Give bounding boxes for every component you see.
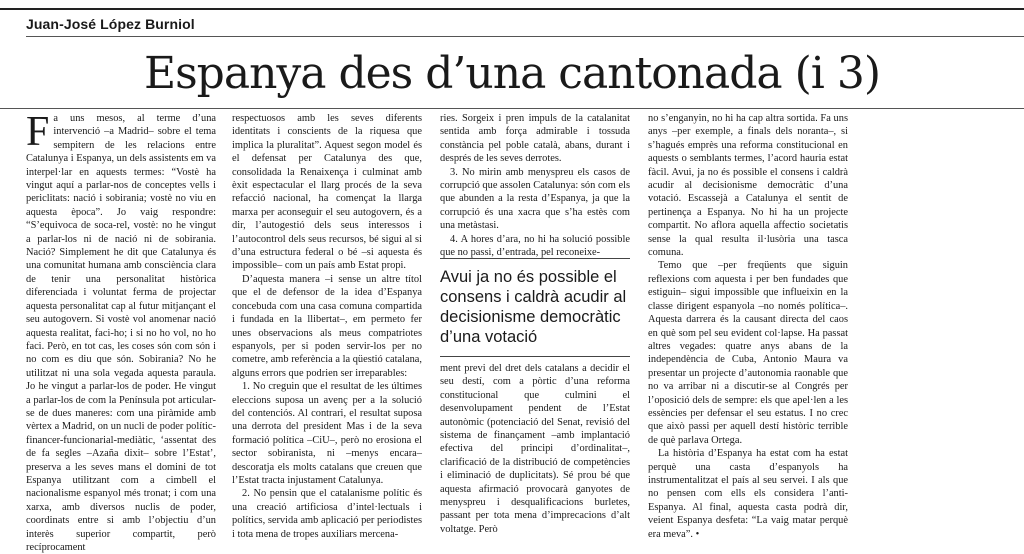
paragraph: La història d’Espanya ha estat com ha estat perquè una casta d’espanyols ha instrumentalitzat el país al seu servei. I als que no pensen com ells els considera l’anti-Espanya. Al final, aquesta casta podrà dir, veient Espanya desfeta: “La vaig matar perquè era meva”. •	[648, 448, 848, 540]
paragraph: Fa uns mesos, al terme d’una intervenció –a Madrid– sobre el tema sempitern de les relacions entre Catalunya i Espanya, un dels assistents em va interpel·lar en aquests termes: “Vostè ha vingut aquí a parlar-nos de conceptes vells i periclitats: nació i sobirania; vostè no viu en aquesta època”. Jo vaig respondre: “S’equivoca de soca-rel, vostè: no he vingut a parlar-los ni de nació ni de sobirania. Nació? Simplement he dit que Catalunya és una comunitat humana amb consciència clara de tenir una personalitat històrica diferenciada i voluntat ferma de projectar aquesta personalitat cap al futur mitjançant el seu autogovern. Si vostè vol anomenar nació aquesta realitat, faci-ho; i si no ho vol, no ho faci. Però, en tot cas, les coses són com són i no com es diu que són. Sobirania? No he utilitzat ni una sola vegada aquesta paraula. Jo he vingut a parlar-los de poder. He vingut a parlar-los de com la Península pot articular-se de dues maneres: com una piràmide amb vèrtex a Madrid, on un nucli de poder polític-financer-funcionarial-mediàtic, ‘assentat des de fa segles –Azaña dixit– sobre l’Estat’, preserva a les seves mans el domini de tot Espanya utilitzant com a cimbell el nacionalisme espanyol més tronat; i com una xarxa, amb diversos nuclis de poder, coordinats entre si amb l’objectiu d’un interès superior compartit, però recíprocament	[26, 109, 216, 553]
pull-quote-rule	[440, 356, 630, 357]
paragraph: ment previ del dret dels catalans a decidir el seu destí, com a pòrtic d’una reforma constitucional que culmini el desenvolupament pendent de l’Estat autonòmic (potenciació del Senat, revisió del sistema de finançament –amb implantació efectiva del principi d’ordinalitat–, clarificació de la distribució de competències i eliminació de duplicitats). Sé prou bé que aquesta afirmació provocarà ganyotes de menyspreu i desqualificacions burletes, passant per tota mena d’imprecacions d’alt voltatge. Però	[440, 363, 630, 535]
paragraph: 4. A hores d’ara, no hi ha solució possible que no passi, d’entrada, pel reconeixe-	[440, 233, 630, 259]
paragraph: no s’enganyin, no hi ha cap altra sortida. Fa uns anys –per exemple, a finals dels noranta–, si s’hagués emprès una reforma constitucional en aquests o semblants termes, l’acord hauria estat fàcil. Avui, ja no és possible el consens i caldrà acudir al decisionisme democràtic d’una votació. Escassejà a Catalunya el sentit de pertinença a Espanya. No hi ha un projecte compartit. No aflora aquella affectio societatis sense la qual resulta il·lusòria una tasca comuna.	[648, 113, 848, 259]
column-1	[26, 109, 216, 553]
paragraph: 3. No mirin amb menyspreu els casos de corrupció que assolen Catalunya: són com els que abunden a la resta d’Espanya, ja que la corrupció és una xacra que s’ha estès com una metàstasi.	[440, 166, 630, 232]
paragraph: ries. Sorgeix i pren impuls de la catalanitat sentida amb força admirable i tossuda constància pel poble català, abans, durant i després de les seves derrotes.	[440, 113, 630, 165]
pull-quote: Avui ja no és possible el consens i caldrà acudir al decisionisme democràtic d’una votació	[440, 258, 630, 347]
paragraph: respectuosos amb les seves diferents identitats i conscients de la riquesa que implica la pluralitat”. Aquest segon model és el defensat per Catalunya des que, consolidada la Renaixença i culminat amb èxit espectacular el llarg procés de la seva refacció nacional, ha començat la llarga marxa per aconseguir el seu autogovern, és a dir, l’autogestió dels seus interessos i l’autocontrol dels seus recursos, bé sigui al si d’una estructura federal o bé –si aquesta és impossible– com un país amb Estat propi.	[232, 113, 422, 272]
headline-rule	[0, 108, 1024, 109]
column-2	[232, 112, 422, 540]
author-byline: Juan-José López Burniol	[26, 16, 195, 32]
column-4	[648, 112, 848, 540]
drop-cap: F	[26, 109, 50, 155]
headline: Espanya des d’una cantonada (i 3)	[143, 48, 881, 99]
top-rule	[0, 8, 1024, 11]
column-3-bottom	[440, 362, 630, 535]
paragraph: Temo que –per freqüents que siguin reflexions com aquesta i per ben fundades que estiguin– sigui impossible que influeixin en la classe dirigent espanyola –no només política–. Aquesta darrera és la causant directa del caos en què som pel seu evident col·lapse. Ha passat altres vegades: quatre anys abans de la independència de Cuba, Antonio Maura va presentar un projecte d’autonomia raonable que no va arribar ni a discutir-se al Congrés per l’oposició dels de sempre: els que apel·len a les essències per defensar el seu estatus. I no crec que això passi per aquell destí històric terrible de què parlava Ortega.	[648, 260, 848, 446]
paragraph: 2. No pensin que el catalanisme polític és una creació artificiosa d’intel·lectuals i polítics, servida amb aplicació per periodistes i tota mena de tropes auxiliars mercena-	[232, 488, 422, 540]
paragraph: 1. No creguin que el resultat de les últimes eleccions suposa un avenç per a la solució del contenciós. Al contrari, el resultat suposa una derrota del president Mas i de la seva formació política –CiU–, però no erosiona el sector sobiranista, ni –menys encara– descoratja els molts catalans que creuen que l’Estat tracta injustament Catalunya.	[232, 381, 422, 486]
column-3-top	[440, 112, 630, 259]
byline-rule	[26, 36, 1024, 37]
paragraph: D’aquesta manera –i sense un altre títol que el de defensor de la idea d’Espanya concebuda com una casa comuna compartida i fundada en la llibertat–, em permeto fer unes observacions als meus compatriotes espanyols, per si poden servir-los per no cometre, amb referència a la qüestió catalana, alguns errors que podrien ser irreparables:	[232, 273, 422, 379]
